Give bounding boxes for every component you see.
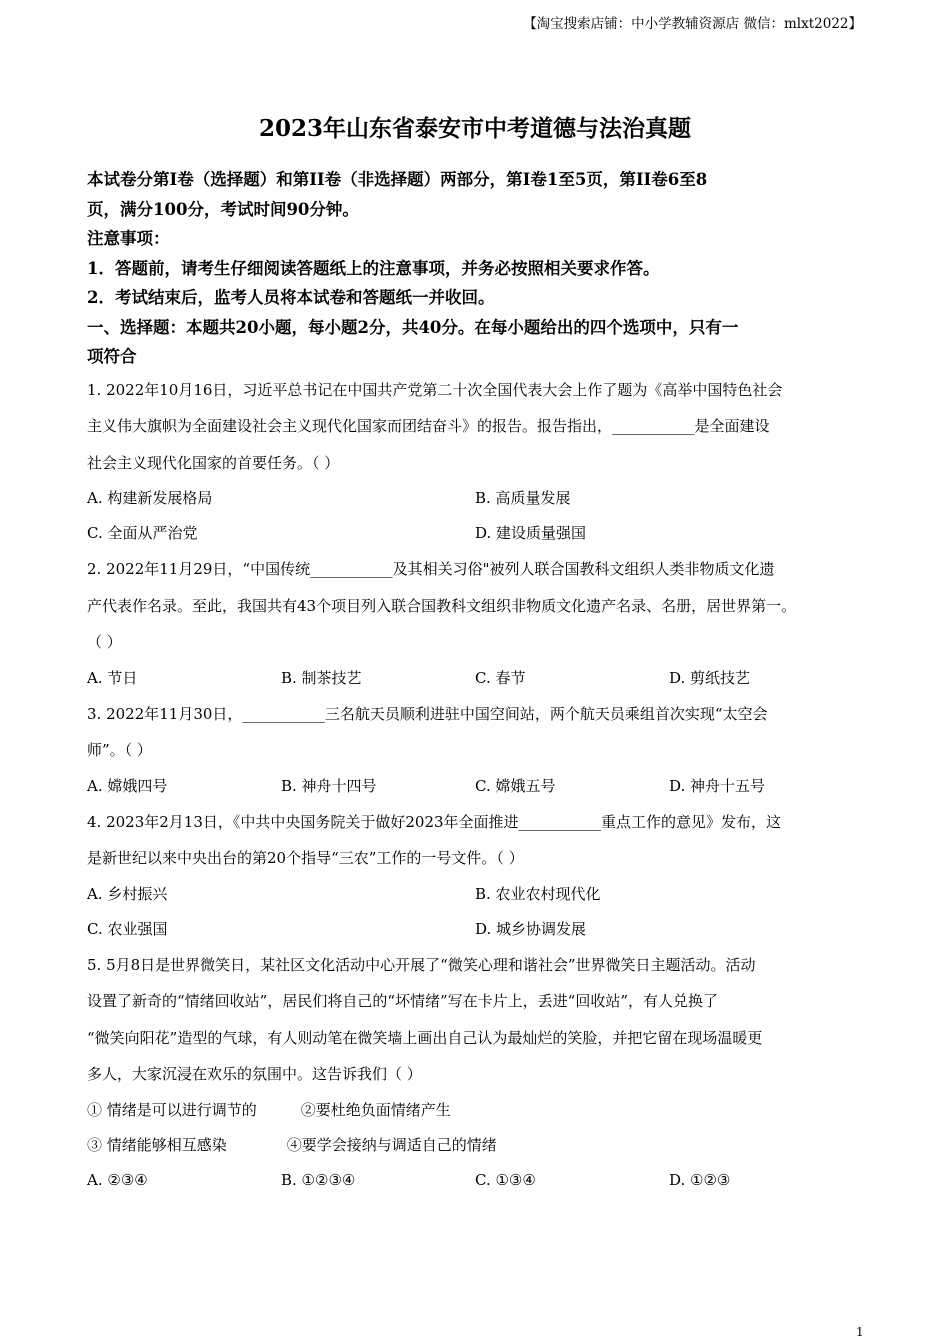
option-d: D. 建设质量强国 [475,524,587,542]
statements-row [87,1093,877,1128]
question-4 [87,804,877,947]
section-heading: 项符合 [87,347,137,366]
options-row [87,877,877,912]
question-text: 3. 2022年11月30日，___________三名航天员顺利进驻中国空间站，两个航天员乘组首次实现“太空会 [87,704,768,723]
statement-4: ④要学会接纳与调适自己的情绪 [286,1135,497,1154]
question-text: “微笑向阳花”造型的气球，有人则动笔在微笑墙上画出自己认为最灿烂的笑脸，并把它留在现场温暖更 [87,1028,763,1047]
document-body [87,165,877,1198]
intro-line: 本试卷分第Ⅰ卷（选择题）和第II卷（非选择题）两部分，第I卷1至5页，第II卷6至8 [87,170,708,189]
question-text: 2. 2022年11月29日，“中国传统___________及其相关习俗"被列人联合国教科文组织人类非物质文化遗 [87,560,775,578]
notice-title: 注意事项： [87,229,170,248]
option-a: A. 嫦娥四号 [87,776,168,795]
option-a: A. 乡村振兴 [87,884,168,903]
intro-line: 页，满分100分，考试时间90分钟。 [87,199,359,219]
question-text: 4. 2023年2月13日，《中共中央国务院关于做好2023年全面推进___________重点工作的意见》发布，这 [87,812,782,831]
page-title: 2023年山东省泰安市中考道德与法治真题 [258,115,691,142]
question-text: （ ） [87,633,122,651]
option-b: B. 高质量发展 [475,489,571,507]
option-c: C. ①③④ [475,1170,536,1189]
question-text: 产代表作名录。至此，我国共有43个项目列入联合国教科文组织非物质文化遗产名录、名册，居世界第一。 [87,596,797,615]
question-text: 设置了新奇的“情绪回收站”，居民们将自己的“坏情绪”写在卡片上，丢进“回收站”，有人兑换了 [87,992,719,1010]
question-5 [87,947,877,1198]
statement-1: ① 情绪是可以进行调节的 [87,1100,257,1119]
options-row [87,912,877,947]
question-text: 主义伟大旗帜为全面建设社会主义现代化国家而团结奋斗》的报告。报告指出，___________是全面建设 [87,417,770,435]
question-text: 师”。（ ） [87,741,152,759]
header-note: 【淘宝搜索店铺：中小学教辅资源店 微信：mlxt2022】 [523,16,862,32]
options-row [87,1163,877,1198]
question-2 [87,551,877,696]
question-3 [87,696,877,804]
option-d: D. ①②③ [669,1170,731,1189]
option-c: C. 嫦娥五号 [475,776,556,795]
question-text: 社会主义现代化国家的首要任务。（ ） [87,453,340,472]
question-1 [87,372,877,552]
statement-2: ②要杜绝负面情绪产生 [300,1100,451,1119]
option-c: C. 春节 [475,668,526,687]
page-number: 1 [856,1325,864,1339]
option-b: B. ①②③④ [281,1170,356,1189]
notice-item: 2．考试结束后，监考人员将本试卷和答题纸一并收回。 [87,288,495,307]
option-a: A. 构建新发展格局 [87,489,213,507]
question-text: 是新世纪以来中央出台的第20个指导“三农”工作的一号文件。（ ） [87,849,524,867]
section-heading: 一、选择题：本题共20小题，每小题2分，共40分。在每小题给出的四个选项中，只有一 [87,317,739,337]
option-a: A. ②③④ [87,1170,148,1189]
options-row [87,516,877,551]
options-row [87,661,877,696]
statement-3: ③ 情绪能够相互感染 [87,1135,227,1154]
question-text: 5. 5月8日是世界微笑日，某社区文化活动中心开展了“微笑心理和谐社会”世界微笑日主题活动。活动 [87,955,756,974]
option-d: D. 剪纸技艺 [669,668,751,687]
option-a: A. 节日 [87,668,138,687]
statements-row [87,1128,877,1163]
option-d: D. 神舟十五号 [669,776,766,795]
question-text: 多人，大家沉浸在欢乐的氛围中。这告诉我们（ ） [87,1065,422,1083]
options-row [87,481,877,516]
option-b: B. 神舟十四号 [281,776,377,795]
option-d: D. 城乡协调发展 [475,919,587,938]
option-c: C. 全面从严治党 [87,524,198,542]
option-b: B. 农业农村现代化 [475,884,601,903]
notice-item: 1．答题前，请考生仔细阅读答题纸上的注意事项，并务必按照相关要求作答。 [87,258,660,278]
option-c: C. 农业强国 [87,919,168,938]
option-b: B. 制茶技艺 [281,668,362,687]
question-text: 1. 2022年10月16日，习近平总书记在中国共产党第二十次全国代表大会上作了题为《高举中国特色社会 [87,380,783,399]
options-row [87,769,877,804]
